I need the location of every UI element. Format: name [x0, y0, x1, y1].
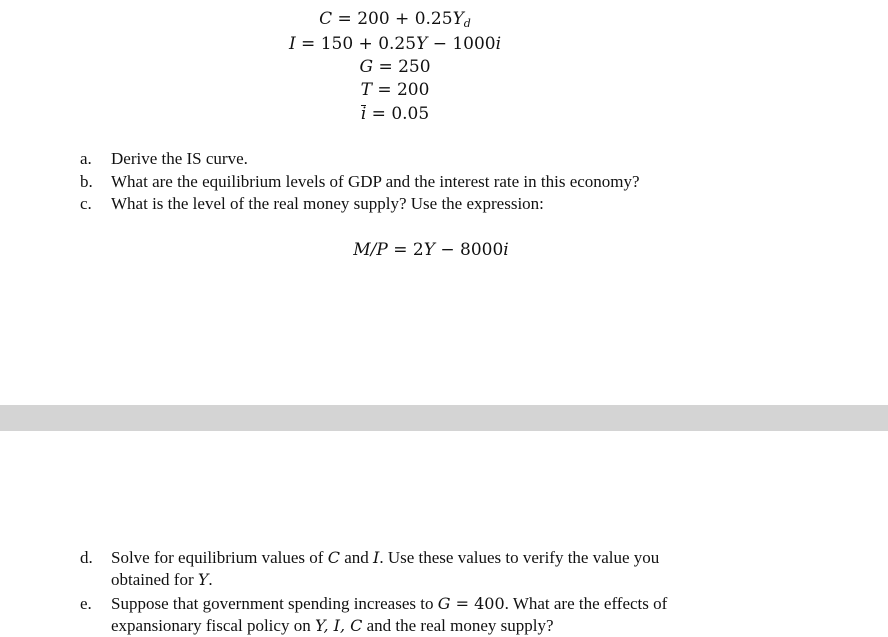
page-bottom [0, 431, 888, 636]
question-e: e. Suppose that government spending increases to G = 400. What are the effects of expansionary fiscal policy on Y, I, C and the real money supply? [80, 594, 668, 635]
interest-rate-equation: i = 0.05 [360, 104, 430, 124]
tax-equation: T = 200 [360, 80, 430, 100]
investment-equation: I = 150 + 0.25Y − 1000i [288, 34, 502, 54]
i-bar-symbol: i [360, 104, 367, 124]
page-separator [0, 405, 888, 431]
question-d: d. Solve for equilibrium values of C and I. Use these values to verify the value you obtained for Y. [80, 548, 660, 589]
consumption-equation: $C = 200 + 0.25Y_d$ [319, 9, 471, 30]
government-equation: G = 250 [359, 57, 431, 77]
page-top: $C = 200 + 0.25Y_d$ I = 150 + 0.25Y − 1000i G = 250 T = 200 i = 0.05 a. Derive the IS curve. b. What are the equilibrium levels of GDP and the interest rate in this economy? c. What is the level of the real money supply? Use the expression: M/P = 2Y − 8000i [0, 0, 888, 405]
money-supply-equation: M/P = 2Y − 8000i [353, 240, 509, 260]
